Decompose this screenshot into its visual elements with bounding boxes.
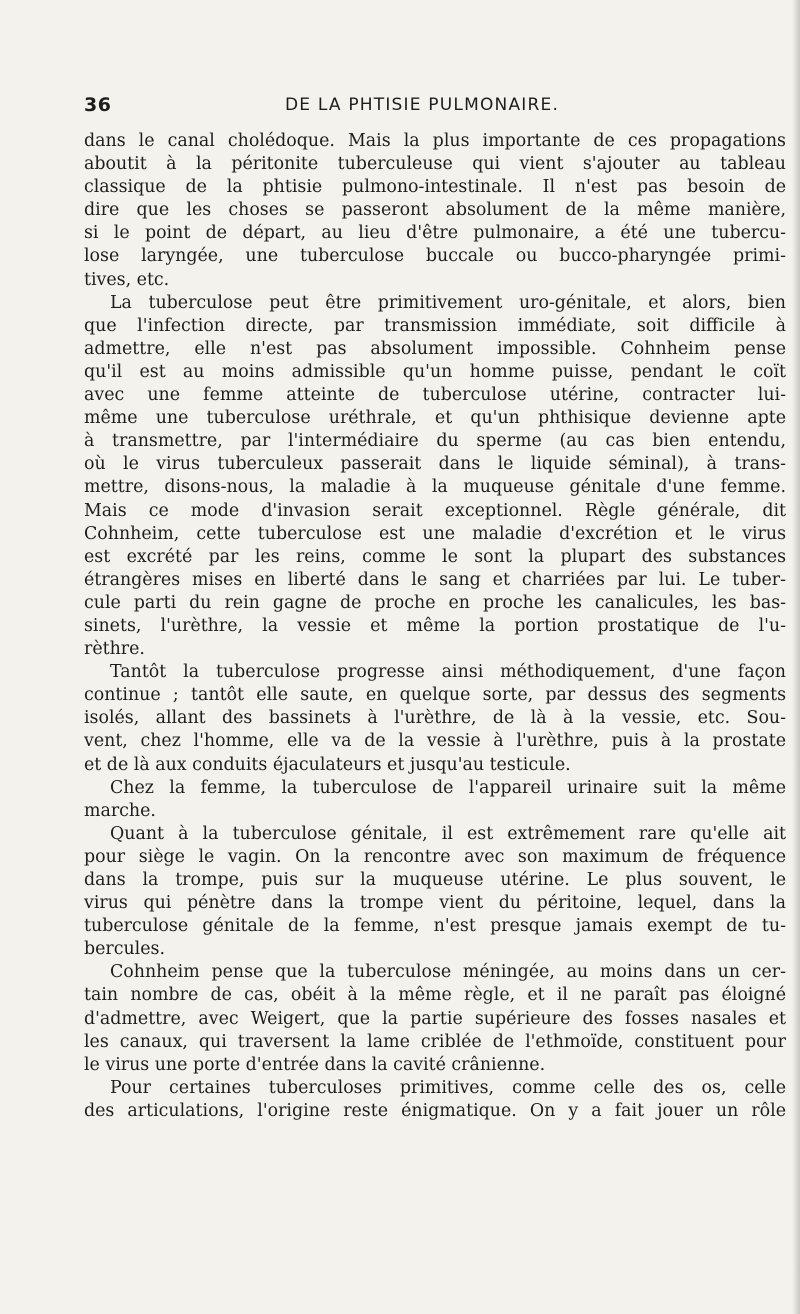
text-line: est excrété par les reins, comme le sont la plupart des substances [84, 546, 786, 567]
text-line: les canaux, qui traversent la lame criblée de l'ethmoïde, constituent pour [84, 1031, 786, 1052]
text-line: Quant à la tuberculose génitale, il est extrêmement rare qu'elle ait [110, 823, 786, 844]
text-line: tives, etc. [84, 269, 170, 290]
body-text [84, 130, 786, 1123]
text-line: Pour certaines tuberculoses primitives, comme celle des os, celle [110, 1077, 786, 1098]
text-line: vent, chez l'homme, elle va de la vessie à l'urèthre, puis à la prostate [84, 731, 786, 752]
text-line: Cohnheim, cette tuberculose est une maladie d'excrétion et le virus [84, 523, 786, 544]
text-line: Mais ce mode d'invasion serait exceptionnel. Règle générale, dit [84, 500, 786, 521]
text-line: dans le canal cholédoque. Mais la plus importante de ces propagations [84, 131, 786, 151]
text-line: avec une femme atteinte de tuberculose utérine, contracter lui- [84, 385, 786, 406]
text-line: tuberculose génitale de la femme, n'est presque jamais exempt de tu- [84, 916, 786, 937]
text-line: Tantôt la tuberculose progresse ainsi méthodiquement, d'une façon [110, 662, 786, 683]
text-line: tain nombre de cas, obéit à la même règle, et il ne paraît pas éloigné [84, 985, 786, 1006]
text-line: qu'il est au moins admissible qu'un homme puisse, pendant le coït [84, 361, 786, 382]
page-number: 36 [84, 94, 112, 116]
text-line: pour siège le vagin. On la rencontre avec son maximum de fréquence [84, 846, 786, 867]
text-line: classique de la phtisie pulmono-intestinale. Il n'est pas besoin de [84, 177, 786, 198]
text-line: mettre, disons-nous, la maladie à la muqueuse génitale d'une femme. [84, 477, 786, 498]
text-line: bercules. [84, 939, 165, 960]
text-line: dans la trompe, puis sur la muqueuse utérine. Le plus souvent, le [84, 870, 786, 890]
text-line: La tuberculose peut être primitivement uro-génitale, et alors, bien [110, 292, 786, 313]
text-line: d'admettre, avec Weigert, que la partie supérieure des fosses nasales et [84, 1008, 786, 1029]
text-line: sinets, l'urèthre, la vessie et même la portion prostatique de l'u- [84, 615, 786, 636]
text-line: si le point de départ, au lieu d'être pulmonaire, a été une tubercu- [84, 223, 786, 244]
text-line: marche. [84, 800, 156, 821]
text-line: à transmettre, par l'intermédiaire du sperme (au cas bien entendu, [84, 431, 786, 452]
running-title: DE LA PHTISIE PULMONAIRE. [285, 95, 560, 115]
text-line: étrangères mises en liberté dans le sang et charriées par lui. Le tuber- [84, 569, 786, 590]
text-line: virus qui pénètre dans la trompe vient du péritoine, lequel, dans la [84, 893, 786, 914]
text-line: Cohnheim pense que la tuberculose méningée, au moins dans un cer- [110, 962, 786, 983]
page-header [84, 94, 786, 122]
text-line: Chez la femme, la tuberculose de l'appareil urinaire suit la même [110, 777, 786, 798]
text-line: continue ; tantôt elle saute, en quelque sorte, par dessus des segments [84, 685, 786, 706]
text-line: admettre, elle n'est pas absolument impossible. Cohnheim pense [84, 338, 786, 359]
text-line: dire que les choses se passeront absolument de la même manière, [84, 200, 786, 221]
text-line: aboutit à la péritonite tuberculeuse qui vient s'ajouter au tableau [84, 154, 786, 175]
text-line: même une tuberculose uréthrale, et qu'un phthisique devienne apte [84, 408, 786, 429]
text-line: lose laryngée, une tuberculose buccale ou bucco-pharyngée primi- [84, 246, 786, 267]
text-line: isolés, allant des bassinets à l'urèthre, de là à la vessie, etc. Sou- [84, 708, 786, 729]
text-line: rèthre. [84, 639, 145, 660]
page-edge-shadow [792, 0, 800, 1314]
text-line: et de là aux conduits éjaculateurs et jusqu'au testicule. [84, 754, 571, 775]
text-line: cule parti du rein gagne de proche en proche les canalicules, les bas- [84, 592, 786, 613]
text-line: que l'infection directe, par transmission immédiate, soit difficile à [84, 315, 786, 336]
text-line: où le virus tuberculeux passerait dans le liquide séminal), à trans- [84, 454, 786, 475]
text-line: le virus une porte d'entrée dans la cavité crânienne. [84, 1054, 546, 1075]
text-line: des articulations, l'origine reste énigmatique. On y a fait jouer un rôle [84, 1100, 786, 1121]
